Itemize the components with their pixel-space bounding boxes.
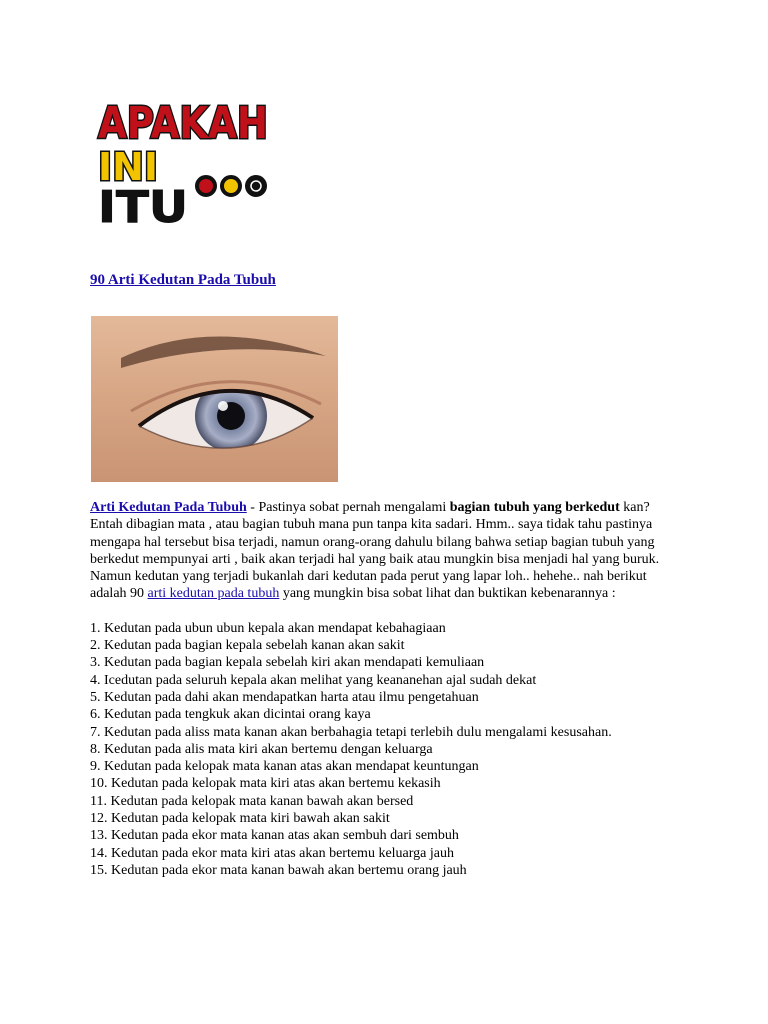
- intro-bold-text: bagian tubuh yang berkedut: [449, 500, 620, 515]
- list-item: 3. Kedutan pada bagian kepala sebelah kiri akan mendapati kemuliaan: [90, 655, 485, 671]
- intro-text-1: - Pastinya sobat pernah mengalami: [246, 500, 450, 515]
- logo-line-3: ITU: [98, 182, 188, 233]
- intro-link-keyword[interactable]: arti kedutan pada tubuh: [147, 586, 280, 602]
- article-title[interactable]: 90 Arti Kedutan Pada Tubuh: [90, 272, 276, 288]
- list-item: 13. Kedutan pada ekor mata kanan atas akan sembuh dari sembuh: [90, 828, 459, 844]
- logo-dots: [197, 177, 265, 195]
- list-item: 12. Kedutan pada kelopak mata kiri bawah akan sakit: [90, 811, 390, 827]
- article-body: [90, 499, 680, 879]
- intro-text-3: yang mungkin bisa sobat lihat dan buktikan kebenarannya :: [279, 586, 616, 602]
- list-item: 5. Kedutan pada dahi akan mendapatkan harta atau ilmu pengetahuan: [90, 689, 479, 705]
- intro-text-2: kan? Entah dibagian mata , atau bagian tubuh mana pun tanpa kita sadari. Hmm.. saya tidak tahu pastinya mengapa hal tersebut bisa terjadi, namun orang-orang dahulu bilang bahwa setiap bagian tubuh yang berkedut mempunyai arti , baik akan terjadi hal yang baik atau mungkin bisa menjadi hal yang buruk. Namun kedutan yang terjadi bukanlah dari kedutan pada perut yang lapar loh.. hehehe.. nah berikut adalah 90: [90, 500, 660, 602]
- intro-paragraph: [90, 499, 680, 603]
- list-item: 9. Kedutan pada kelopak mata kanan atas akan mendapat keuntungan: [90, 759, 479, 775]
- list-item: 15. Kedutan pada ekor mata kanan bawah akan bertemu orang jauh: [90, 862, 467, 878]
- logo-graphic: [96, 92, 271, 232]
- site-logo[interactable]: [96, 92, 271, 232]
- list-item: 6. Kedutan pada tengkuk akan dicintai orang kaya: [90, 707, 371, 723]
- logo-line-1: APAKAH: [98, 98, 268, 149]
- intro-link-title[interactable]: Arti Kedutan Pada Tubuh: [90, 500, 247, 515]
- list-item: 11. Kedutan pada kelopak mata kanan bawah akan bersed: [90, 793, 414, 809]
- list-item: 1. Kedutan pada ubun ubun kepala akan mendapat kebahagiaan: [90, 620, 446, 636]
- list-item: 14. Kedutan pada ekor mata kiri atas akan bertemu keluarga jauh: [90, 845, 454, 861]
- list-item: 7. Kedutan pada aliss mata kanan akan berbahagia tetapi terlebih dulu mengalami kesusahan.: [90, 724, 612, 740]
- list-item: 4. Icedutan pada seluruh kepala akan melihat yang keananehan ajal sudah dekat: [90, 672, 537, 688]
- logo-line-2: INI: [98, 145, 158, 189]
- twitch-meaning-list: [90, 620, 680, 879]
- eye-image: [91, 316, 338, 482]
- list-item: 2. Kedutan pada bagian kepala sebelah kanan akan sakit: [90, 638, 405, 654]
- list-item: 8. Kedutan pada alis mata kiri akan bertemu dengan keluarga: [90, 741, 433, 757]
- list-item: 10. Kedutan pada kelopak mata kiri atas akan bertemu kekasih: [90, 776, 441, 792]
